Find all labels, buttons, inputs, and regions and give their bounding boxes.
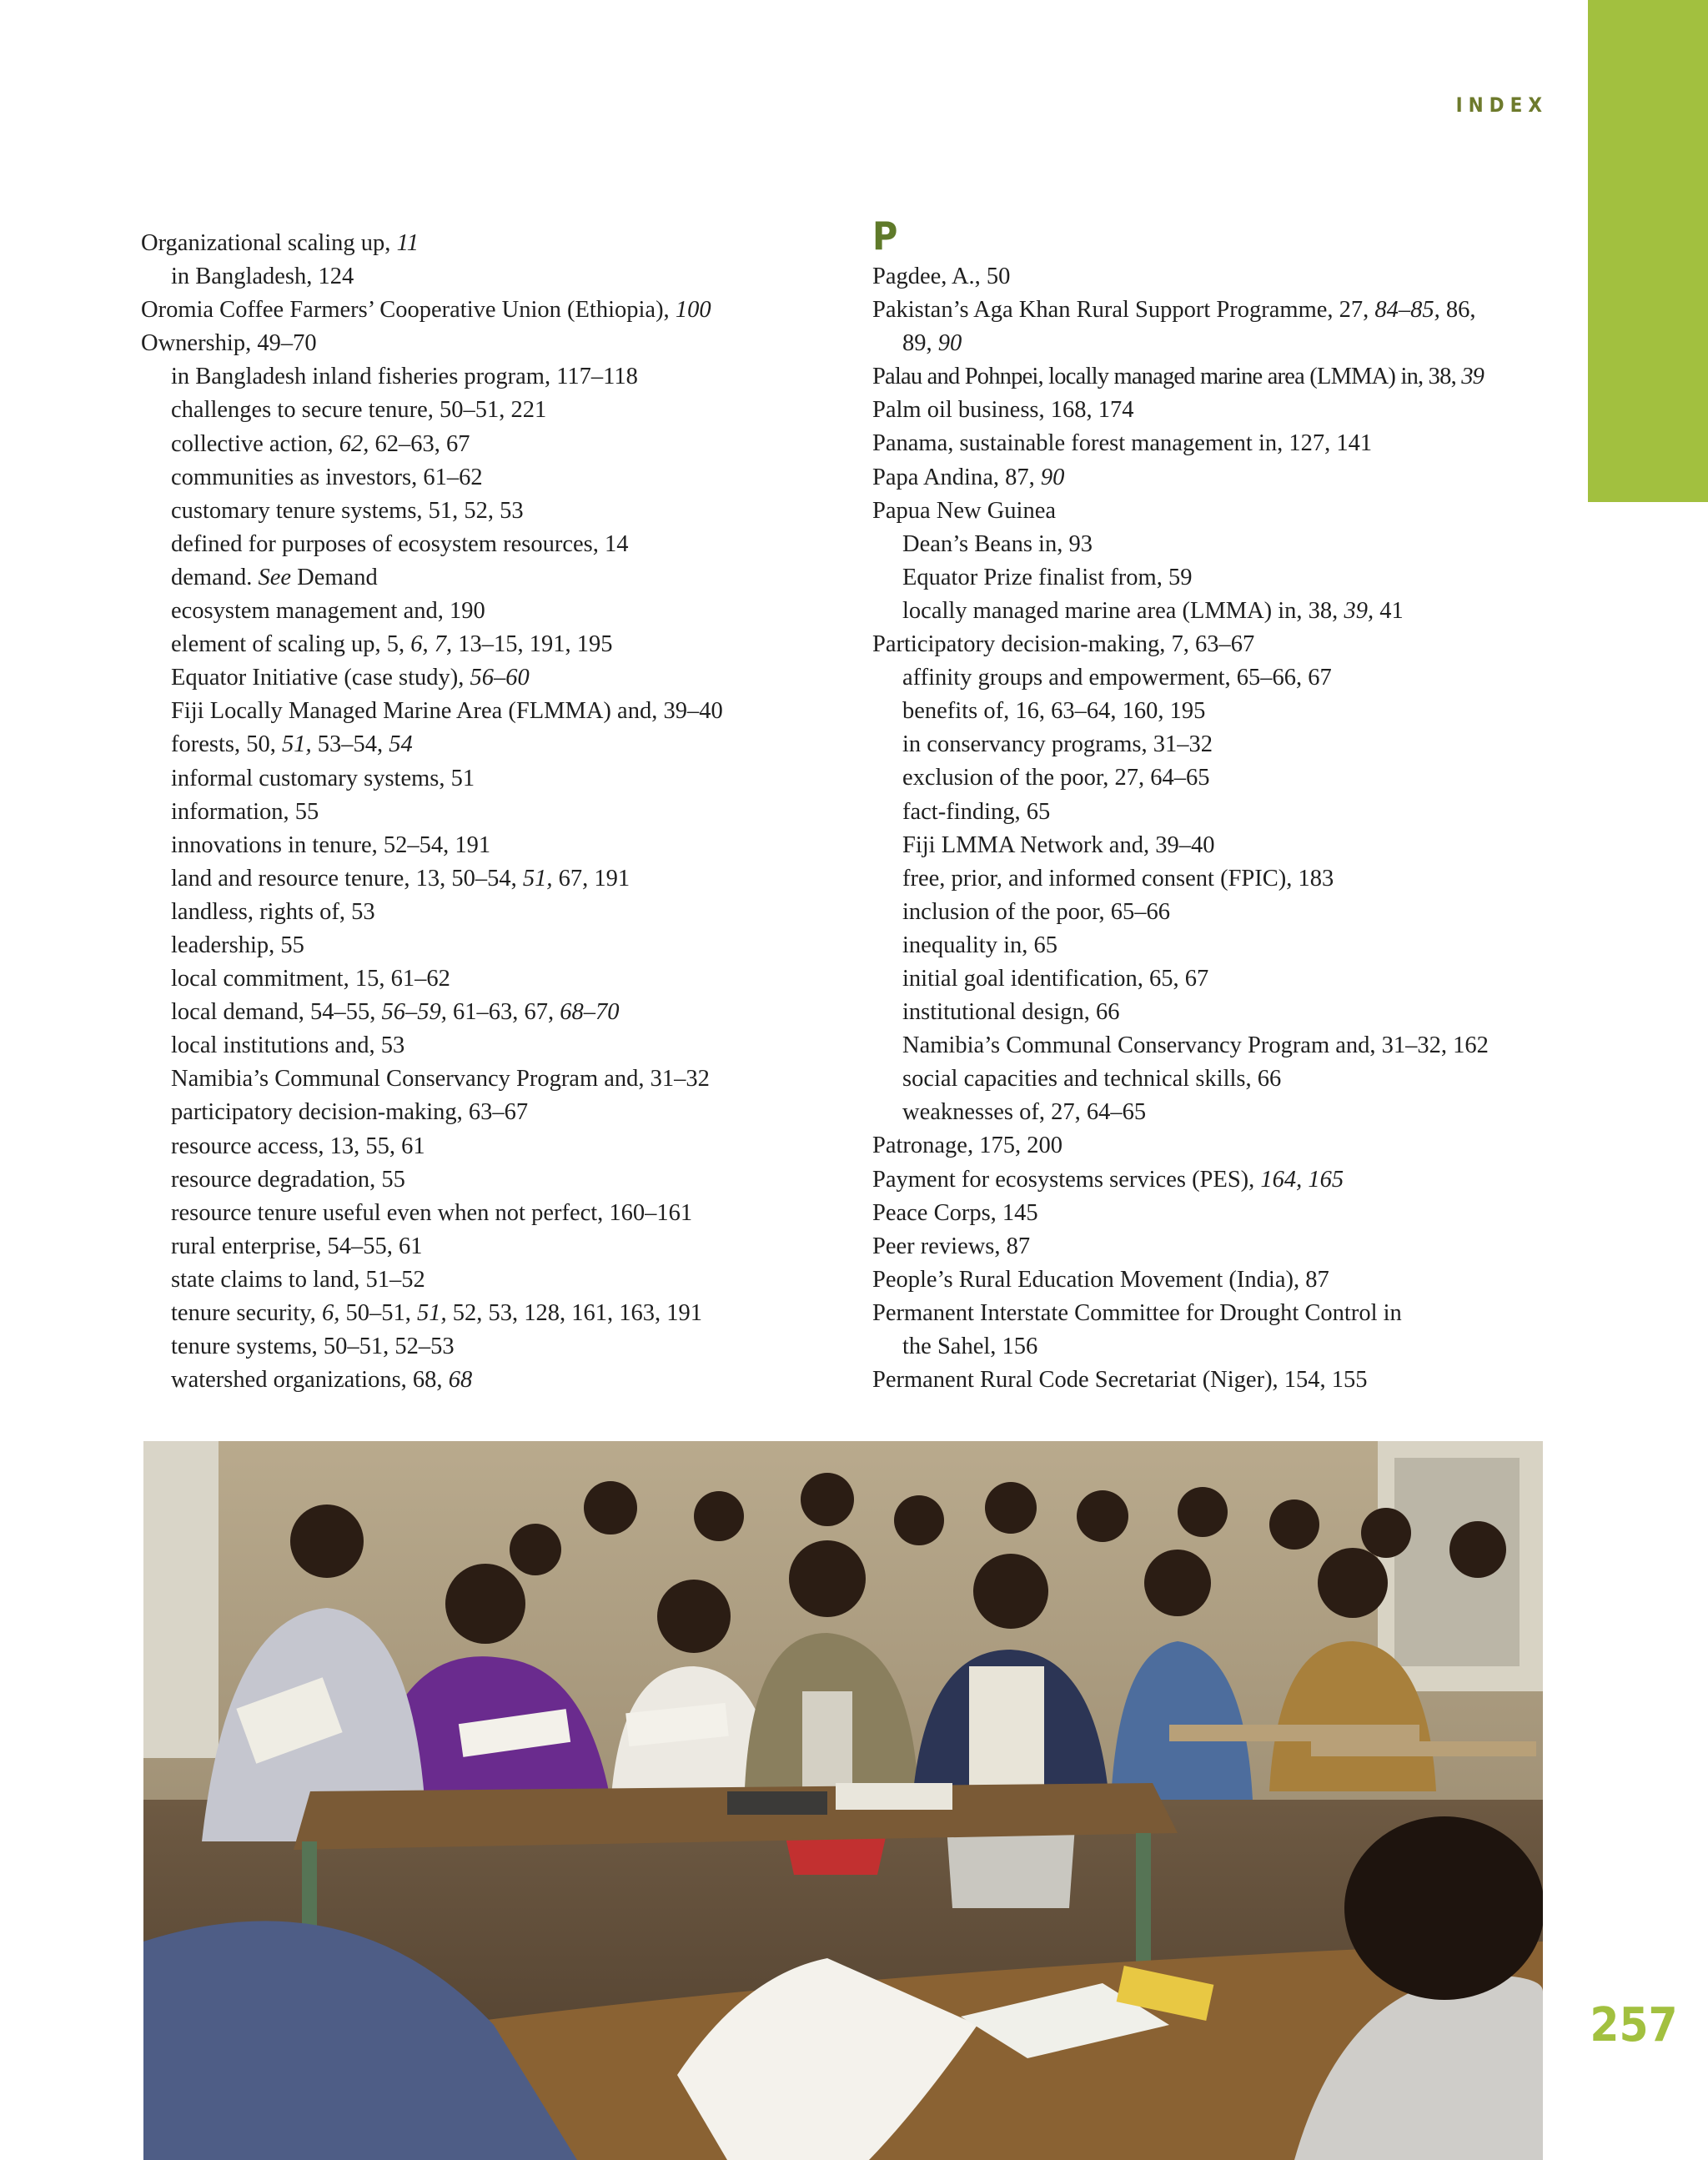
index-entry-continuation bbox=[872, 1330, 1565, 1364]
index-text: 62–63, 67 bbox=[369, 430, 470, 457]
index-text: Permanent Rural Code Secretariat (Niger), 154, 155 bbox=[872, 1367, 1368, 1394]
index-text-italic: 51, bbox=[416, 1300, 447, 1326]
index-subentry bbox=[141, 1029, 858, 1062]
index-entry bbox=[872, 1230, 1565, 1263]
index-text: Namibia’s Communal Conservancy Program and, 31–32 bbox=[171, 1066, 710, 1093]
index-subentry bbox=[872, 661, 1565, 695]
index-text: defined for purposes of ecosystem resources, 14 bbox=[171, 530, 629, 557]
index-subentry bbox=[141, 762, 858, 796]
index-subentry bbox=[872, 896, 1565, 929]
index-subentry bbox=[141, 528, 858, 561]
index-text: affinity groups and empowerment, 65–66, 67 bbox=[902, 665, 1332, 691]
running-head: INDEX bbox=[1455, 93, 1548, 117]
index-subentry bbox=[141, 728, 858, 761]
index-text: exclusion of the poor, 27, 64–65 bbox=[902, 765, 1210, 791]
index-text: 53–54, bbox=[311, 731, 389, 758]
index-subentry bbox=[872, 1029, 1565, 1062]
index-text: collective action, bbox=[171, 430, 339, 457]
index-text-italic: 6, bbox=[321, 1300, 340, 1326]
index-text: tenure systems, 50–51, 52–53 bbox=[171, 1334, 455, 1360]
index-text-italic: See bbox=[258, 564, 292, 590]
index-text: resource degradation, 55 bbox=[171, 1166, 405, 1193]
index-subentry bbox=[141, 628, 858, 661]
index-text-italic: 39, bbox=[1344, 597, 1374, 624]
index-text: Dean’s Beans in, 93 bbox=[902, 530, 1093, 557]
index-subentry bbox=[141, 495, 858, 528]
index-text: local demand, 54–55, bbox=[171, 999, 382, 1026]
index-entry bbox=[872, 1197, 1565, 1230]
photo-illustration bbox=[143, 1441, 1543, 2160]
index-subentry bbox=[141, 996, 858, 1029]
index-text: resource access, 13, 55, 61 bbox=[171, 1133, 425, 1159]
index-text: ecosystem management and, 190 bbox=[171, 598, 485, 625]
index-text: Oromia Coffee Farmers’ Cooperative Union (Ethiopia), bbox=[141, 297, 676, 324]
index-entry bbox=[872, 294, 1565, 327]
index-text: tenure security, bbox=[171, 1300, 322, 1326]
index-entry bbox=[872, 260, 1565, 294]
index-subentry bbox=[141, 1230, 858, 1263]
index-subentry bbox=[872, 929, 1565, 962]
index-entry bbox=[872, 1163, 1565, 1197]
index-text: customary tenure systems, 51, 52, 53 bbox=[171, 497, 524, 524]
index-subentry bbox=[141, 428, 858, 461]
index-subentry bbox=[141, 260, 858, 294]
index-text: People’s Rural Education Movement (India), 87 bbox=[872, 1266, 1329, 1293]
index-subentry bbox=[141, 1263, 858, 1297]
index-text-italic: 164, 165 bbox=[1260, 1166, 1344, 1193]
index-text: inclusion of the poor, 65–66 bbox=[902, 898, 1171, 925]
index-text: Namibia’s Communal Conservancy Program and, 31–32, 162 bbox=[902, 1032, 1489, 1059]
index-text: communities as investors, 61–62 bbox=[171, 464, 483, 490]
index-column-right bbox=[872, 260, 1565, 1397]
index-subentry bbox=[872, 796, 1565, 829]
index-text: Peace Corps, 145 bbox=[872, 1199, 1038, 1226]
index-text: land and resource tenure, 13, 50–54, bbox=[171, 865, 523, 892]
index-text: 13–15, 191, 195 bbox=[452, 631, 613, 658]
index-subentry bbox=[141, 862, 858, 896]
index-text: fact-finding, 65 bbox=[902, 798, 1051, 825]
index-text: Demand bbox=[291, 564, 378, 590]
index-subentry bbox=[141, 1297, 858, 1330]
index-subentry bbox=[872, 862, 1565, 896]
index-entry bbox=[141, 294, 858, 327]
index-text-italic: 90 bbox=[1040, 464, 1065, 490]
index-text: element of scaling up, 5, bbox=[171, 631, 411, 658]
index-text: local institutions and, 53 bbox=[171, 1032, 405, 1059]
index-text-italic: 68 bbox=[448, 1367, 473, 1394]
index-entry bbox=[872, 495, 1565, 528]
index-text: state claims to land, 51–52 bbox=[171, 1266, 425, 1293]
index-text-italic: 39 bbox=[1461, 364, 1484, 390]
index-subentry bbox=[872, 728, 1565, 761]
index-subentry bbox=[872, 761, 1565, 795]
index-text-italic: 54 bbox=[389, 731, 413, 758]
index-text: Pakistan’s Aga Khan Rural Support Programme, 27, bbox=[872, 297, 1375, 324]
index-text: Payment for ecosystems services (PES), bbox=[872, 1166, 1261, 1193]
index-subentry bbox=[872, 1096, 1565, 1129]
index-text-italic: 84–85, bbox=[1374, 297, 1440, 324]
index-text: Permanent Interstate Committee for Drought Control in bbox=[872, 1299, 1402, 1326]
index-text: local commitment, 15, 61–62 bbox=[171, 966, 450, 992]
index-subentry bbox=[141, 561, 858, 595]
index-subentry bbox=[141, 896, 858, 929]
index-subentry bbox=[872, 996, 1565, 1029]
index-entry bbox=[872, 461, 1565, 495]
index-text: resource tenure useful even when not perfect, 160–161 bbox=[171, 1199, 693, 1226]
index-text: initial goal identification, 65, 67 bbox=[902, 965, 1209, 992]
index-text: 61–63, 67, bbox=[446, 999, 560, 1026]
index-subentry bbox=[872, 829, 1565, 862]
index-text: 41 bbox=[1374, 597, 1404, 624]
index-text: forests, 50, bbox=[171, 731, 282, 758]
index-text: free, prior, and informed consent (FPIC), 183 bbox=[902, 865, 1334, 892]
index-text: 52, 53, 128, 161, 163, 191 bbox=[446, 1300, 702, 1326]
index-subentry bbox=[141, 1096, 858, 1129]
index-subentry bbox=[141, 1364, 858, 1397]
index-entry-continuation bbox=[872, 327, 1565, 360]
index-text-italic: 62, bbox=[339, 430, 369, 457]
index-text: Equator Initiative (case study), bbox=[171, 665, 470, 691]
index-text: inequality in, 65 bbox=[902, 932, 1058, 958]
index-text: Fiji LMMA Network and, 39–40 bbox=[902, 831, 1215, 858]
index-text: watershed organizations, 68, bbox=[171, 1367, 449, 1394]
index-subentry bbox=[872, 595, 1565, 628]
index-text-italic: 56–60 bbox=[470, 665, 530, 691]
side-color-tab bbox=[1588, 0, 1708, 502]
index-entry bbox=[872, 427, 1565, 460]
index-subentry bbox=[141, 695, 858, 728]
index-text: Ownership, 49–70 bbox=[141, 330, 317, 357]
index-text: locally managed marine area (LMMA) in, 38, bbox=[902, 597, 1344, 624]
index-text: 86, bbox=[1439, 297, 1476, 324]
index-entry bbox=[141, 327, 858, 360]
index-entry bbox=[141, 227, 858, 260]
index-text: Papua New Guinea bbox=[872, 497, 1057, 524]
index-column-left bbox=[141, 227, 858, 1397]
index-subentry bbox=[872, 561, 1565, 595]
index-entry bbox=[872, 1129, 1565, 1163]
index-text: Participatory decision-making, 7, 63–67 bbox=[872, 631, 1255, 658]
index-subentry bbox=[141, 360, 858, 394]
index-text: innovations in tenure, 52–54, 191 bbox=[171, 831, 491, 858]
index-text-italic: 11 bbox=[396, 230, 419, 256]
index-text-italic: 6, 7, bbox=[410, 631, 453, 658]
index-subentry bbox=[872, 1062, 1565, 1096]
index-subentry bbox=[872, 962, 1565, 996]
index-subentry bbox=[141, 394, 858, 427]
section-letter: P bbox=[872, 213, 898, 259]
index-entry bbox=[872, 628, 1565, 661]
index-text: information, 55 bbox=[171, 798, 319, 825]
index-text: social capacities and technical skills, 66 bbox=[902, 1066, 1282, 1093]
index-text: landless, rights of, 53 bbox=[171, 898, 375, 925]
index-text: 50–51, bbox=[339, 1300, 417, 1326]
index-text: Fiji Locally Managed Marine Area (FLMMA) and, 39–40 bbox=[171, 698, 723, 725]
index-subentry bbox=[141, 962, 858, 996]
index-text-italic: 51, bbox=[522, 865, 553, 892]
index-subentry bbox=[141, 1062, 858, 1096]
index-text: in conservancy programs, 31–32 bbox=[902, 731, 1213, 758]
index-text: the Sahel, 156 bbox=[902, 1334, 1038, 1359]
index-text: Equator Prize finalist from, 59 bbox=[902, 564, 1193, 590]
index-text: in Bangladesh inland fisheries program, 117–118 bbox=[171, 364, 638, 390]
page-number: 257 bbox=[1590, 1998, 1678, 2052]
index-text-italic: 90 bbox=[937, 330, 962, 357]
index-subentry bbox=[141, 796, 858, 829]
index-entry bbox=[872, 1297, 1565, 1330]
index-subentry bbox=[141, 461, 858, 495]
index-text-italic: 100 bbox=[675, 297, 711, 324]
index-entry bbox=[872, 1263, 1565, 1297]
index-subentry bbox=[141, 1330, 858, 1364]
index-text: leadership, 55 bbox=[171, 932, 304, 958]
index-text-italic: 68–70 bbox=[560, 999, 620, 1026]
photo-classroom-meeting bbox=[143, 1441, 1543, 2160]
index-text: in Bangladesh, 124 bbox=[171, 264, 354, 290]
index-subentry bbox=[872, 695, 1565, 728]
index-text: demand. bbox=[171, 564, 259, 590]
index-subentry bbox=[141, 1163, 858, 1197]
index-text: 67, 191 bbox=[552, 865, 630, 892]
index-subentry bbox=[141, 661, 858, 695]
index-text: benefits of, 16, 63–64, 160, 195 bbox=[902, 698, 1206, 725]
index-text: challenges to secure tenure, 50–51, 221 bbox=[171, 397, 547, 424]
index-subentry bbox=[141, 1197, 858, 1230]
index-text: Patronage, 175, 200 bbox=[872, 1133, 1062, 1159]
index-entry bbox=[872, 360, 1565, 394]
index-subentry bbox=[141, 929, 858, 962]
index-text: institutional design, 66 bbox=[902, 999, 1120, 1026]
index-text: Peer reviews, 87 bbox=[872, 1233, 1031, 1259]
index-text-italic: 51, bbox=[281, 731, 312, 758]
index-text-italic: 56–59, bbox=[381, 999, 447, 1026]
index-subentry bbox=[141, 1130, 858, 1163]
index-text: Palm oil business, 168, 174 bbox=[872, 397, 1134, 424]
index-text: Pagdee, A., 50 bbox=[872, 264, 1011, 289]
index-text: weaknesses of, 27, 64–65 bbox=[902, 1099, 1147, 1126]
index-subentry bbox=[141, 595, 858, 628]
index-text: Papa Andina, 87, bbox=[872, 464, 1041, 490]
index-subentry bbox=[872, 528, 1565, 561]
index-entry bbox=[872, 394, 1565, 427]
index-entry bbox=[872, 1364, 1565, 1397]
index-text: informal customary systems, 51 bbox=[171, 765, 475, 791]
index-text: participatory decision-making, 63–67 bbox=[171, 1099, 529, 1126]
index-text: Palau and Pohnpei, locally managed marine area (LMMA) in, 38, bbox=[872, 364, 1462, 390]
index-subentry bbox=[141, 829, 858, 862]
index-text: Panama, sustainable forest management in, 127, 141 bbox=[872, 430, 1373, 457]
index-text: Organizational scaling up, bbox=[141, 230, 397, 256]
index-text: 89, bbox=[902, 330, 938, 357]
index-text: rural enterprise, 54–55, 61 bbox=[171, 1233, 423, 1259]
